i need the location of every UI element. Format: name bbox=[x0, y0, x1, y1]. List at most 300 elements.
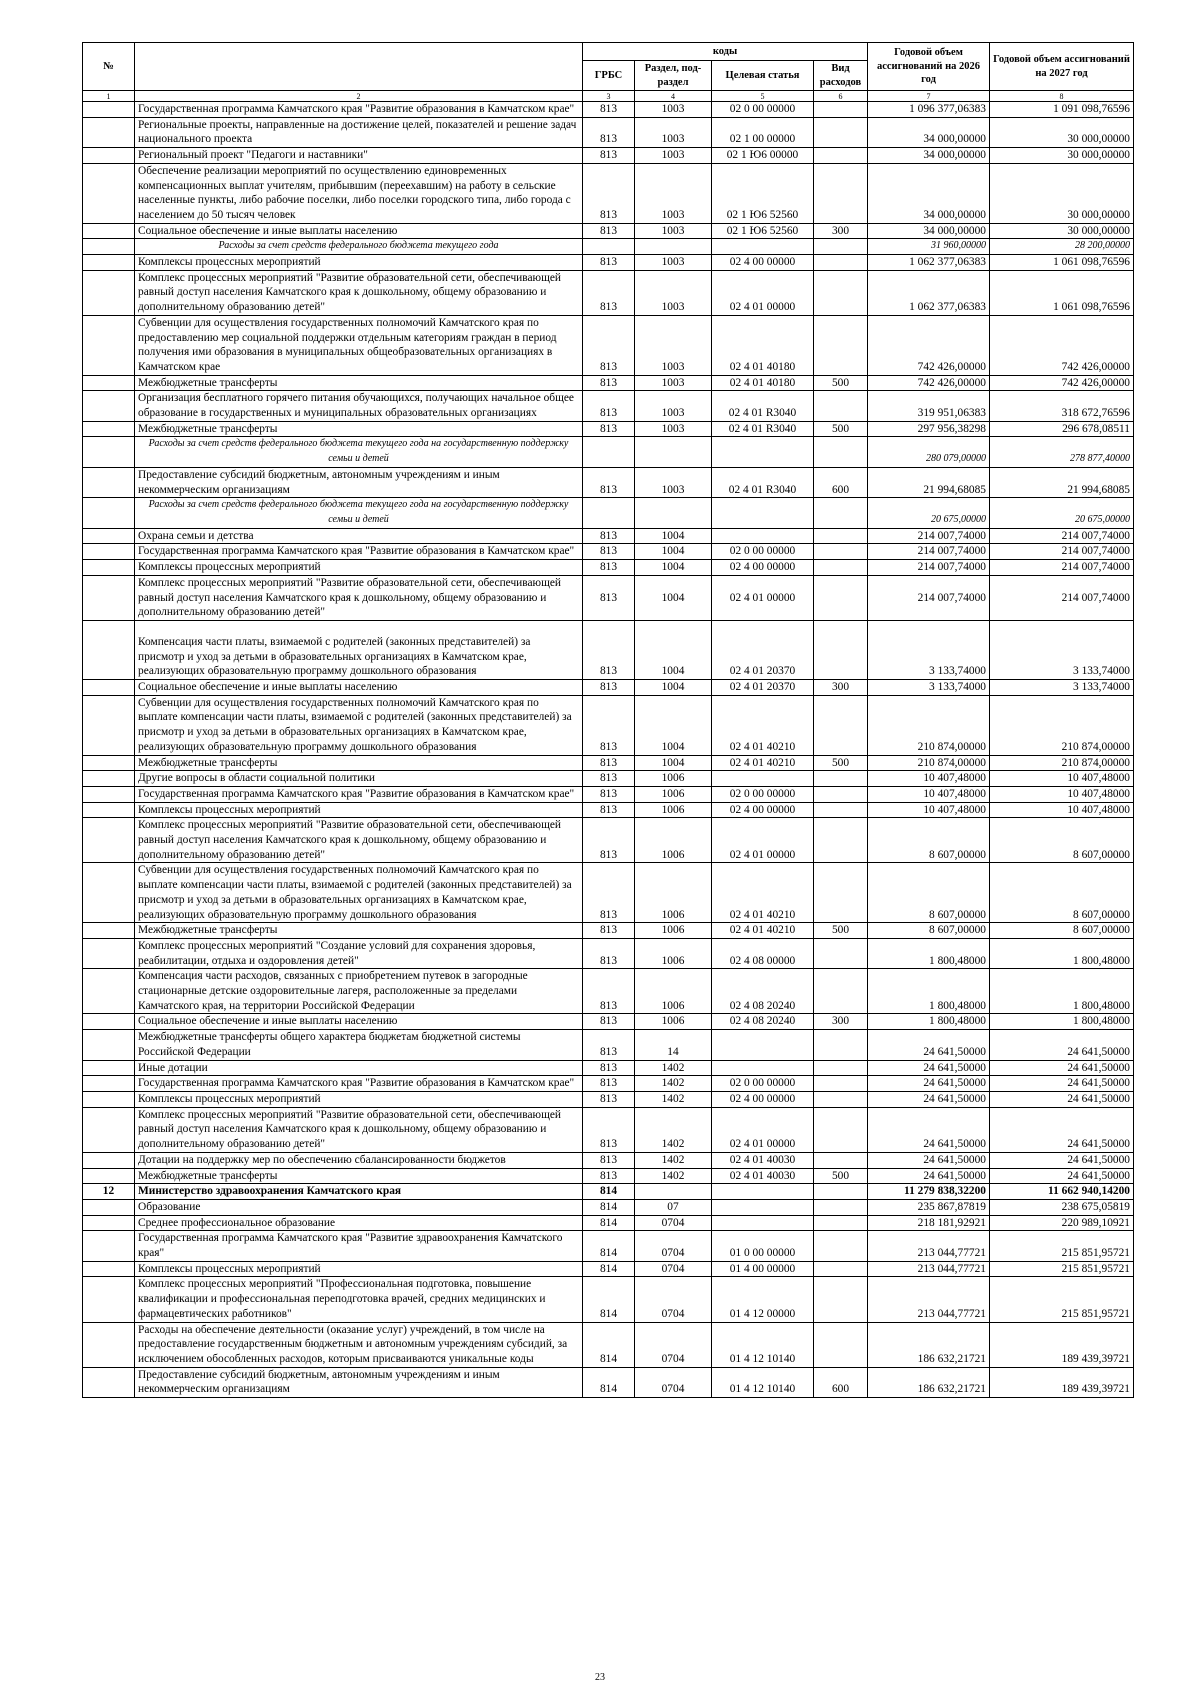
table-row bbox=[83, 923, 1134, 939]
grbs-code-cell: 813 bbox=[583, 802, 635, 818]
target-article-cell: 01 4 12 10140 bbox=[712, 1367, 814, 1397]
grbs-code-cell: 813 bbox=[583, 163, 635, 223]
grbs-code-cell: 813 bbox=[583, 1168, 635, 1184]
target-article-cell: 02 1 00 00000 bbox=[712, 117, 814, 147]
row-number-cell bbox=[83, 1092, 135, 1108]
row-number-cell bbox=[83, 102, 135, 118]
table-row bbox=[83, 620, 1134, 679]
amount-2027-cell: 214 007,74000 bbox=[990, 528, 1134, 544]
table-row bbox=[83, 818, 1134, 863]
amount-2026-cell: 10 407,48000 bbox=[868, 802, 990, 818]
item-name-cell: Субвенции для осуществления государственных полномочий Камчатского края по выплате компенсации части платы, взимаемой с родителей (законных представителей) за присмотр и уход за детьми в образовательных организациях в Камчатском крае, реализующих образовательную программу дошкольного образования bbox=[135, 695, 583, 755]
expense-kind-cell: 600 bbox=[814, 467, 868, 497]
expense-kind-cell: 500 bbox=[814, 421, 868, 437]
grbs-code-cell: 813 bbox=[583, 771, 635, 787]
grbs-code-cell: 813 bbox=[583, 969, 635, 1014]
amount-2026-cell: 210 874,00000 bbox=[868, 755, 990, 771]
section-code-cell: 1402 bbox=[635, 1107, 712, 1152]
row-number-cell bbox=[83, 1215, 135, 1231]
header-name bbox=[135, 43, 583, 91]
table-row bbox=[83, 575, 1134, 620]
amount-2026-cell: 8 607,00000 bbox=[868, 923, 990, 939]
amount-2027-cell: 28 200,00000 bbox=[990, 239, 1134, 255]
grbs-code-cell: 813 bbox=[583, 680, 635, 696]
target-article-cell: 02 4 08 20240 bbox=[712, 1014, 814, 1030]
target-article-cell: 01 0 00 00000 bbox=[712, 1231, 814, 1261]
section-code-cell: 1006 bbox=[635, 786, 712, 802]
amount-2026-cell: 218 181,92921 bbox=[868, 1215, 990, 1231]
amount-2026-cell: 24 641,50000 bbox=[868, 1168, 990, 1184]
column-number: 6 bbox=[814, 91, 868, 102]
expense-kind-cell: 300 bbox=[814, 680, 868, 696]
table-row bbox=[83, 375, 1134, 391]
amount-2027-cell: 220 989,10921 bbox=[990, 1215, 1134, 1231]
expense-kind-cell bbox=[814, 117, 868, 147]
item-name-cell: Комплекс процессных мероприятий "Развитие образовательной сети, обеспечивающей равный доступ населения Камчатского края к дошкольному, общему образованию и дополнительному образованию детей" bbox=[135, 270, 583, 315]
table-row bbox=[83, 421, 1134, 437]
amount-2027-cell: 24 641,50000 bbox=[990, 1060, 1134, 1076]
table-row bbox=[83, 863, 1134, 923]
row-number-cell bbox=[83, 680, 135, 696]
expense-kind-cell bbox=[814, 1060, 868, 1076]
amount-2026-cell: 186 632,21721 bbox=[868, 1322, 990, 1367]
item-name-cell: Среднее профессиональное образование bbox=[135, 1215, 583, 1231]
table-row bbox=[83, 695, 1134, 755]
section-code-cell bbox=[635, 239, 712, 255]
amount-2027-cell: 30 000,00000 bbox=[990, 223, 1134, 239]
section-code-cell: 1003 bbox=[635, 148, 712, 164]
table-row bbox=[83, 391, 1134, 421]
amount-2026-cell: 10 407,48000 bbox=[868, 786, 990, 802]
item-name-cell: Образование bbox=[135, 1199, 583, 1215]
section-code-cell: 1003 bbox=[635, 315, 712, 375]
amount-2026-cell: 214 007,74000 bbox=[868, 575, 990, 620]
table-row bbox=[83, 1030, 1134, 1060]
section-code-cell: 1006 bbox=[635, 938, 712, 968]
amount-2026-cell: 24 641,50000 bbox=[868, 1076, 990, 1092]
section-code-cell: 0704 bbox=[635, 1215, 712, 1231]
expense-kind-cell bbox=[814, 391, 868, 421]
section-code-cell: 1003 bbox=[635, 270, 712, 315]
amount-2027-cell: 318 672,76596 bbox=[990, 391, 1134, 421]
row-number-cell bbox=[83, 1152, 135, 1168]
row-number-cell bbox=[83, 148, 135, 164]
expense-kind-cell: 500 bbox=[814, 923, 868, 939]
target-article-cell bbox=[712, 1199, 814, 1215]
section-code-cell: 1006 bbox=[635, 1014, 712, 1030]
item-name-cell: Комплексы процессных мероприятий bbox=[135, 1092, 583, 1108]
amount-2026-cell: 34 000,00000 bbox=[868, 163, 990, 223]
grbs-code-cell: 813 bbox=[583, 1030, 635, 1060]
grbs-code-cell: 813 bbox=[583, 223, 635, 239]
expense-kind-cell bbox=[814, 498, 868, 528]
target-article-cell: 02 4 01 00000 bbox=[712, 818, 814, 863]
amount-2027-cell: 24 641,50000 bbox=[990, 1092, 1134, 1108]
expense-kind-cell bbox=[814, 102, 868, 118]
item-name-cell: Государственная программа Камчатского края "Развитие здравоохранения Камчатского края" bbox=[135, 1231, 583, 1261]
row-number-cell bbox=[83, 771, 135, 787]
expense-kind-cell bbox=[814, 771, 868, 787]
amount-2026-cell: 213 044,77721 bbox=[868, 1277, 990, 1322]
amount-2026-cell: 3 133,74000 bbox=[868, 680, 990, 696]
expense-kind-cell bbox=[814, 528, 868, 544]
section-code-cell: 0704 bbox=[635, 1277, 712, 1322]
expense-kind-cell bbox=[814, 818, 868, 863]
table-row bbox=[83, 148, 1134, 164]
row-number-cell bbox=[83, 1231, 135, 1261]
section-code-cell bbox=[635, 498, 712, 528]
amount-2027-cell: 24 641,50000 bbox=[990, 1168, 1134, 1184]
grbs-code-cell: 813 bbox=[583, 375, 635, 391]
amount-2026-cell: 1 800,48000 bbox=[868, 1014, 990, 1030]
target-article-cell bbox=[712, 1060, 814, 1076]
target-article-cell: 02 4 00 00000 bbox=[712, 1092, 814, 1108]
header-section: Раздел, под-раздел bbox=[635, 61, 712, 91]
expense-kind-cell bbox=[814, 969, 868, 1014]
row-number-cell bbox=[83, 437, 135, 467]
row-number-cell bbox=[83, 1168, 135, 1184]
section-code-cell: 1006 bbox=[635, 802, 712, 818]
amount-2027-cell: 30 000,00000 bbox=[990, 163, 1134, 223]
target-article-cell: 01 4 00 00000 bbox=[712, 1261, 814, 1277]
section-code-cell: 14 bbox=[635, 1030, 712, 1060]
column-number: 4 bbox=[635, 91, 712, 102]
item-name-cell: Дотации на поддержку мер по обеспечению сбалансированности бюджетов bbox=[135, 1152, 583, 1168]
grbs-code-cell: 813 bbox=[583, 467, 635, 497]
row-number-cell bbox=[83, 1322, 135, 1367]
expense-kind-cell bbox=[814, 1092, 868, 1108]
amount-2026-cell: 280 079,00000 bbox=[868, 437, 990, 467]
section-code-cell: 0704 bbox=[635, 1322, 712, 1367]
item-name-cell: Межбюджетные трансферты bbox=[135, 375, 583, 391]
table-row bbox=[83, 786, 1134, 802]
header-vol-2027: Годовой объем ассигнований на 2027 год bbox=[990, 43, 1134, 91]
grbs-code-cell: 813 bbox=[583, 1107, 635, 1152]
column-number: 5 bbox=[712, 91, 814, 102]
table-row bbox=[83, 315, 1134, 375]
header-grbs: ГРБС bbox=[583, 61, 635, 91]
table-row bbox=[83, 1231, 1134, 1261]
target-article-cell: 02 4 01 40030 bbox=[712, 1152, 814, 1168]
amount-2026-cell: 210 874,00000 bbox=[868, 695, 990, 755]
item-name-cell: Комплексы процессных мероприятий bbox=[135, 255, 583, 271]
section-code-cell: 1003 bbox=[635, 467, 712, 497]
row-number-cell bbox=[83, 1367, 135, 1397]
amount-2026-cell: 742 426,00000 bbox=[868, 315, 990, 375]
amount-2027-cell: 24 641,50000 bbox=[990, 1107, 1134, 1152]
section-code-cell: 1006 bbox=[635, 863, 712, 923]
target-article-cell: 02 1 Ю6 52560 bbox=[712, 163, 814, 223]
target-article-cell: 02 4 01 40210 bbox=[712, 695, 814, 755]
column-number: 2 bbox=[135, 91, 583, 102]
section-code-cell: 1003 bbox=[635, 255, 712, 271]
row-number-cell bbox=[83, 117, 135, 147]
row-number-cell bbox=[83, 923, 135, 939]
item-name-cell: Комплекс процессных мероприятий "Профессиональная подготовка, повышение квалификации и профессиональная переподготовка врачей, средних медицинских и фармацевтических работников" bbox=[135, 1277, 583, 1322]
amount-2026-cell: 742 426,00000 bbox=[868, 375, 990, 391]
item-name-cell: Социальное обеспечение и иные выплаты населению bbox=[135, 680, 583, 696]
section-code-cell: 1004 bbox=[635, 680, 712, 696]
item-name-cell: Комплекс процессных мероприятий "Развитие образовательной сети, обеспечивающей равный доступ населения Камчатского края к дошкольному, общему образованию и дополнительному образованию детей" bbox=[135, 1107, 583, 1152]
table-row bbox=[83, 1152, 1134, 1168]
amount-2027-cell: 21 994,68085 bbox=[990, 467, 1134, 497]
page-number: 23 bbox=[595, 1672, 605, 1683]
expense-kind-cell: 300 bbox=[814, 223, 868, 239]
amount-2026-cell: 1 800,48000 bbox=[868, 938, 990, 968]
expense-kind-cell bbox=[814, 1199, 868, 1215]
amount-2026-cell: 34 000,00000 bbox=[868, 148, 990, 164]
amount-2027-cell: 1 061 098,76596 bbox=[990, 270, 1134, 315]
table-row bbox=[83, 1277, 1134, 1322]
expense-kind-cell bbox=[814, 938, 868, 968]
target-article-cell: 01 4 12 10140 bbox=[712, 1322, 814, 1367]
section-code-cell: 1006 bbox=[635, 771, 712, 787]
row-number-cell bbox=[83, 695, 135, 755]
table-row bbox=[83, 467, 1134, 497]
amount-2026-cell: 24 641,50000 bbox=[868, 1060, 990, 1076]
row-number-cell bbox=[83, 938, 135, 968]
section-code-cell: 1003 bbox=[635, 163, 712, 223]
grbs-code-cell: 814 bbox=[583, 1322, 635, 1367]
row-number-cell bbox=[83, 255, 135, 271]
note-row bbox=[83, 239, 1134, 255]
row-number-cell bbox=[83, 1014, 135, 1030]
item-name-cell: Компенсация части расходов, связанных с приобретением путевок в загородные стационарные детские оздоровительные лагеря, расположенные за пределами Камчатского края, на территории Российской Федерации bbox=[135, 969, 583, 1014]
amount-2026-cell: 24 641,50000 bbox=[868, 1030, 990, 1060]
item-name-cell: Предоставление субсидий бюджетным, автономным учреждениям и иным некоммерческим организациям bbox=[135, 1367, 583, 1397]
item-name-cell: Организация бесплатного горячего питания обучающихся, получающих начальное общее образование в государственных и муниципальных образовательных организациях bbox=[135, 391, 583, 421]
item-name-cell: Расходы на обеспечение деятельности (оказание услуг) учреждений, в том числе на предоставление государственным бюджетным и автономным учреждениям субсидий, за исключением обособленных расходов, которым присваиваются уникальные коды bbox=[135, 1322, 583, 1367]
expense-kind-cell bbox=[814, 695, 868, 755]
expense-kind-cell bbox=[814, 1231, 868, 1261]
expense-kind-cell bbox=[814, 1030, 868, 1060]
table-row bbox=[83, 1014, 1134, 1030]
table-row bbox=[83, 680, 1134, 696]
row-number-cell bbox=[83, 391, 135, 421]
table-row bbox=[83, 771, 1134, 787]
item-name-cell: Расходы за счет средств федерального бюджета текущего года на государственную поддержку семьи и детей bbox=[135, 498, 583, 528]
amount-2026-cell: 297 956,38298 bbox=[868, 421, 990, 437]
item-name-cell: Межбюджетные трансферты bbox=[135, 421, 583, 437]
table-row bbox=[83, 938, 1134, 968]
amount-2026-cell: 213 044,77721 bbox=[868, 1261, 990, 1277]
grbs-code-cell: 814 bbox=[583, 1199, 635, 1215]
grbs-code-cell: 813 bbox=[583, 1060, 635, 1076]
grbs-code-cell: 813 bbox=[583, 391, 635, 421]
note-row bbox=[83, 437, 1134, 467]
expense-kind-cell bbox=[814, 786, 868, 802]
expense-kind-cell bbox=[814, 1152, 868, 1168]
amount-2027-cell: 30 000,00000 bbox=[990, 148, 1134, 164]
row-number-cell bbox=[83, 560, 135, 576]
section-code-cell: 1006 bbox=[635, 923, 712, 939]
item-name-cell: Комплексы процессных мероприятий bbox=[135, 802, 583, 818]
section-code-cell: 1003 bbox=[635, 421, 712, 437]
target-article-cell: 02 4 01 20370 bbox=[712, 680, 814, 696]
row-number-cell bbox=[83, 544, 135, 560]
item-name-cell: Компенсация части платы, взимаемой с родителей (законных представителей) за присмотр и уход за детьми в образовательных организациях в Камчатском крае, реализующих образовательную программу дошкольного образования bbox=[135, 620, 583, 679]
grbs-code-cell bbox=[583, 498, 635, 528]
target-article-cell: 02 0 00 00000 bbox=[712, 102, 814, 118]
row-number-cell bbox=[83, 620, 135, 679]
grbs-code-cell: 813 bbox=[583, 1076, 635, 1092]
item-name-cell: Социальное обеспечение и иные выплаты населению bbox=[135, 223, 583, 239]
amount-2026-cell: 1 096 377,06383 bbox=[868, 102, 990, 118]
item-name-cell: Расходы за счет средств федерального бюджета текущего года на государственную поддержку семьи и детей bbox=[135, 437, 583, 467]
expense-kind-cell bbox=[814, 255, 868, 271]
amount-2027-cell: 742 426,00000 bbox=[990, 315, 1134, 375]
amount-2026-cell: 214 007,74000 bbox=[868, 560, 990, 576]
item-name-cell: Социальное обеспечение и иные выплаты населению bbox=[135, 1014, 583, 1030]
expense-kind-cell: 600 bbox=[814, 1367, 868, 1397]
target-article-cell bbox=[712, 437, 814, 467]
amount-2026-cell: 21 994,68085 bbox=[868, 467, 990, 497]
expense-kind-cell bbox=[814, 148, 868, 164]
row-number-cell bbox=[83, 239, 135, 255]
target-article-cell: 02 4 01 40030 bbox=[712, 1168, 814, 1184]
amount-2026-cell: 186 632,21721 bbox=[868, 1367, 990, 1397]
grbs-code-cell: 814 bbox=[583, 1261, 635, 1277]
target-article-cell: 02 4 01 40180 bbox=[712, 375, 814, 391]
target-article-cell: 02 4 01 00000 bbox=[712, 270, 814, 315]
row-number-cell bbox=[83, 1277, 135, 1322]
grbs-code-cell: 813 bbox=[583, 575, 635, 620]
item-name-cell: Обеспечение реализации мероприятий по осуществлению единовременных компенсационных выплат учителям, прибывшим (переехавшим) на работу в сельские населенные пункты, либо рабочие поселки, либо поселки городского типа, либо города с населением до 50 тысяч человек bbox=[135, 163, 583, 223]
expense-kind-cell bbox=[814, 1215, 868, 1231]
grbs-code-cell bbox=[583, 437, 635, 467]
amount-2027-cell: 238 675,05819 bbox=[990, 1199, 1134, 1215]
item-name-cell: Расходы за счет средств федерального бюджета текущего года bbox=[135, 239, 583, 255]
target-article-cell: 02 4 01 40210 bbox=[712, 755, 814, 771]
grbs-code-cell: 813 bbox=[583, 938, 635, 968]
amount-2027-cell: 8 607,00000 bbox=[990, 863, 1134, 923]
grbs-code-cell: 813 bbox=[583, 315, 635, 375]
expense-kind-cell bbox=[814, 239, 868, 255]
target-article-cell: 02 4 08 00000 bbox=[712, 938, 814, 968]
row-number-cell bbox=[83, 223, 135, 239]
grbs-code-cell: 813 bbox=[583, 863, 635, 923]
section-code-cell: 1003 bbox=[635, 117, 712, 147]
amount-2026-cell: 34 000,00000 bbox=[868, 223, 990, 239]
row-number-cell bbox=[83, 1261, 135, 1277]
grbs-code-cell: 813 bbox=[583, 1014, 635, 1030]
amount-2027-cell: 11 662 940,14200 bbox=[990, 1184, 1134, 1200]
row-number-cell: 12 bbox=[83, 1184, 135, 1200]
grbs-code-cell: 813 bbox=[583, 923, 635, 939]
amount-2026-cell: 24 641,50000 bbox=[868, 1152, 990, 1168]
target-article-cell: 02 0 00 00000 bbox=[712, 1076, 814, 1092]
amount-2027-cell: 10 407,48000 bbox=[990, 786, 1134, 802]
amount-2027-cell: 10 407,48000 bbox=[990, 771, 1134, 787]
amount-2026-cell: 1 062 377,06383 bbox=[868, 255, 990, 271]
target-article-cell bbox=[712, 498, 814, 528]
table-row bbox=[83, 223, 1134, 239]
amount-2027-cell: 8 607,00000 bbox=[990, 923, 1134, 939]
section-code-cell: 1003 bbox=[635, 391, 712, 421]
grbs-code-cell: 814 bbox=[583, 1184, 635, 1200]
expense-kind-cell bbox=[814, 802, 868, 818]
expense-kind-cell bbox=[814, 544, 868, 560]
target-article-cell: 02 4 01 40210 bbox=[712, 863, 814, 923]
item-name-cell: Министерство здравоохранения Камчатского края bbox=[135, 1184, 583, 1200]
amount-2027-cell: 210 874,00000 bbox=[990, 755, 1134, 771]
amount-2026-cell: 1 062 377,06383 bbox=[868, 270, 990, 315]
grbs-code-cell: 813 bbox=[583, 818, 635, 863]
item-name-cell: Государственная программа Камчатского края "Развитие образования в Камчатском крае" bbox=[135, 102, 583, 118]
column-number: 8 bbox=[990, 91, 1134, 102]
table-row bbox=[83, 1199, 1134, 1215]
target-article-cell: 02 4 01 40180 bbox=[712, 315, 814, 375]
item-name-cell: Региональный проект "Педагоги и наставники" bbox=[135, 148, 583, 164]
expense-kind-cell bbox=[814, 560, 868, 576]
amount-2027-cell: 189 439,39721 bbox=[990, 1367, 1134, 1397]
amount-2027-cell: 215 851,95721 bbox=[990, 1231, 1134, 1261]
section-code-cell: 1004 bbox=[635, 620, 712, 679]
section-code-cell: 07 bbox=[635, 1199, 712, 1215]
amount-2026-cell: 10 407,48000 bbox=[868, 771, 990, 787]
target-article-cell: 02 4 00 00000 bbox=[712, 255, 814, 271]
table-row bbox=[83, 802, 1134, 818]
grbs-code-cell: 813 bbox=[583, 695, 635, 755]
target-article-cell: 02 4 08 20240 bbox=[712, 969, 814, 1014]
section-code-cell: 1004 bbox=[635, 560, 712, 576]
note-row bbox=[83, 498, 1134, 528]
expense-kind-cell bbox=[814, 1277, 868, 1322]
amount-2027-cell: 3 133,74000 bbox=[990, 620, 1134, 679]
item-name-cell: Межбюджетные трансферты общего характера бюджетам бюджетной системы Российской Федерации bbox=[135, 1030, 583, 1060]
grbs-code-cell: 813 bbox=[583, 117, 635, 147]
header-kind: Вид расходов bbox=[814, 61, 868, 91]
amount-2027-cell: 296 678,08511 bbox=[990, 421, 1134, 437]
amount-2026-cell: 34 000,00000 bbox=[868, 117, 990, 147]
section-code-cell: 0704 bbox=[635, 1261, 712, 1277]
target-article-cell: 02 0 00 00000 bbox=[712, 544, 814, 560]
grbs-code-cell: 814 bbox=[583, 1215, 635, 1231]
table-row bbox=[83, 1322, 1134, 1367]
row-number-cell bbox=[83, 1060, 135, 1076]
target-article-cell: 02 4 01 00000 bbox=[712, 1107, 814, 1152]
table-row bbox=[83, 1092, 1134, 1108]
item-name-cell: Комплексы процессных мероприятий bbox=[135, 1261, 583, 1277]
target-article-cell bbox=[712, 239, 814, 255]
section-code-cell: 1402 bbox=[635, 1168, 712, 1184]
section-code-cell bbox=[635, 1184, 712, 1200]
amount-2026-cell: 11 279 838,32200 bbox=[868, 1184, 990, 1200]
target-article-cell: 02 4 01 R3040 bbox=[712, 391, 814, 421]
grbs-code-cell: 813 bbox=[583, 148, 635, 164]
grbs-code-cell: 813 bbox=[583, 528, 635, 544]
target-article-cell bbox=[712, 1184, 814, 1200]
target-article-cell bbox=[712, 1215, 814, 1231]
section-code-cell: 1006 bbox=[635, 969, 712, 1014]
expense-kind-cell bbox=[814, 1184, 868, 1200]
section-code-cell: 1003 bbox=[635, 375, 712, 391]
grbs-code-cell: 813 bbox=[583, 755, 635, 771]
budget-table bbox=[82, 42, 1134, 1398]
amount-2026-cell: 8 607,00000 bbox=[868, 818, 990, 863]
amount-2027-cell: 30 000,00000 bbox=[990, 117, 1134, 147]
column-number: 1 bbox=[83, 91, 135, 102]
amount-2027-cell: 1 800,48000 bbox=[990, 969, 1134, 1014]
grbs-code-cell: 814 bbox=[583, 1277, 635, 1322]
row-number-cell bbox=[83, 498, 135, 528]
item-name-cell: Субвенции для осуществления государственных полномочий Камчатского края по выплате компенсации части платы, взимаемой с родителей (законных представителей) за присмотр и уход за детьми в образовательных организациях в Камчатском крае, реализующих образовательную программу дошкольного образования bbox=[135, 863, 583, 923]
expense-kind-cell bbox=[814, 270, 868, 315]
grbs-code-cell: 814 bbox=[583, 1231, 635, 1261]
item-name-cell: Межбюджетные трансферты bbox=[135, 923, 583, 939]
grbs-code-cell: 813 bbox=[583, 255, 635, 271]
header-target: Целевая статья bbox=[712, 61, 814, 91]
